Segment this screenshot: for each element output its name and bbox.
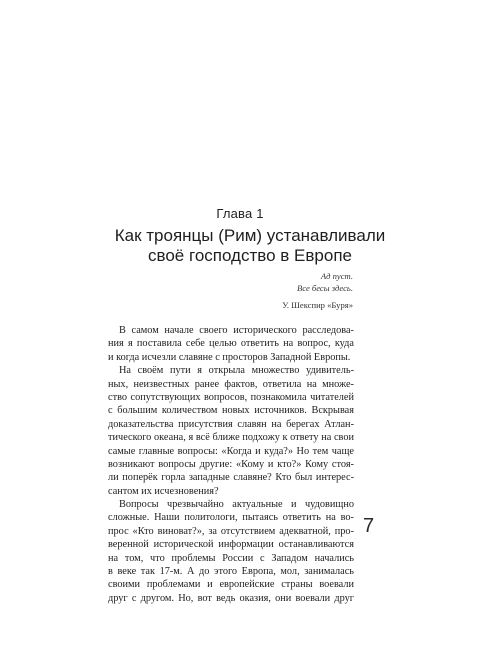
chapter-title <box>100 226 400 266</box>
epigraph-line: Все бесы здесь. <box>297 283 353 293</box>
text-line: ли поперёк горла западные славяне? Кто был интерес- <box>108 472 354 484</box>
text-line: доказательства присутствия славян на берегах Атлан- <box>108 418 354 430</box>
text-line: с большим количеством новых источников. Вскрывая <box>108 405 354 417</box>
text-line: веренной исторической информации останавливаются <box>108 539 354 551</box>
text-line: и когда исчезли славяне с просторов Западной Европы. <box>108 351 351 363</box>
chapter-title-line: Как троянцы (Рим) устанавливали <box>114 226 386 245</box>
text-line: возникают вопросы другие: «Кому и кто?» Кому стоя- <box>108 458 354 470</box>
page-number: 7 <box>363 515 375 537</box>
text-line: ния я поставила себе целью ответить на вопрос, куда <box>108 338 354 350</box>
text-line: ство сопутствующих вопросов, познакомила читателей <box>108 391 354 403</box>
text-line: сантом их исчезновения? <box>108 485 219 497</box>
text-line: тического океана, я всё ближе подхожу к ответу на свои <box>108 432 354 444</box>
epigraph-attribution: У. Шекспир «Буря» <box>282 300 353 310</box>
text-line: самые главные вопросы: «Когда и куда?» Но тем чаще <box>108 445 354 457</box>
text-line: друг с другом. Но, вот ведь оказия, они воевали друг <box>108 592 354 604</box>
text-line: В самом начале своего исторического расследова- <box>119 325 354 336</box>
text-line: прос «Кто виноват?», за отсутствием адекватной, про- <box>108 525 354 537</box>
chapter-title-line: своё господство в Европе <box>148 246 352 265</box>
text-line: в веке так 17-м. А до этого Европа, мол, занималась <box>108 566 354 578</box>
body-text <box>108 324 354 605</box>
text-line: На своём пути я открыла множество удивитель- <box>119 365 354 377</box>
text-line: своими проблемами и европейские страны воевали <box>108 579 354 591</box>
epigraph <box>297 270 353 294</box>
text-line: ных, неизвестных ранее фактов, ответила на множе- <box>108 378 354 390</box>
text-line: Вопросы чрезвычайно актуальные и чудовищно <box>119 499 354 511</box>
epigraph-line: Ад пуст. <box>320 271 353 281</box>
chapter-label: Глава 1 <box>216 206 264 221</box>
text-line: сложные. Наши политологи, пытаясь ответить на во- <box>108 512 354 524</box>
text-line: на том, что проблемы России с Западом начались <box>108 552 354 564</box>
